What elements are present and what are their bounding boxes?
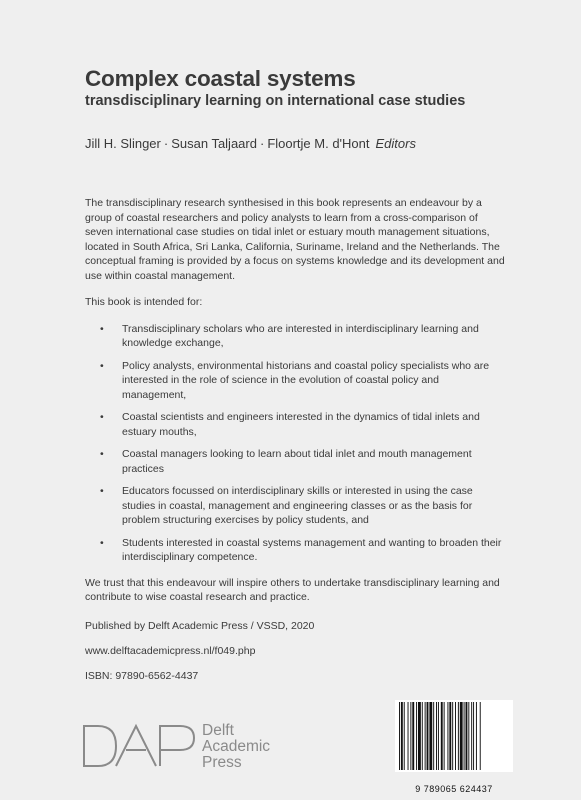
editors-role: Editors (375, 136, 416, 151)
barcode-bar (460, 702, 463, 770)
barcode-bar (422, 702, 423, 770)
editor-name: Floortje M. d'Hont (267, 136, 370, 151)
list-item (85, 484, 505, 528)
logo-line: Press (202, 754, 242, 771)
blurb-intro: The transdisciplinary research synthesised in this book represents an endeavour by a group of coastal researchers and policy analysts to learn from a cross-comparison of seven international case studies on tidal inlet or estuary mouth management situations, located in South Africa, Sri Lanka, California, Suriname, Ireland and the Netherlands. The conceptual framing is provided by a focus on systems knowledge and its development and use within coastal management. (85, 197, 505, 282)
logo-wordmark (202, 723, 270, 771)
barcode-digits: 9 789065 624437 (415, 784, 493, 794)
list-item (85, 359, 505, 403)
editors-line (85, 136, 416, 151)
list-item-text: Coastal scientists and engineers interested in the dynamics of tidal inlets and estuary mouths, (122, 411, 480, 438)
list-item-text: Policy analysts, environmental historians and coastal policy specialists who are interested in the role of science in the evolution of coastal policy and management, (122, 359, 490, 401)
barcode-bar (427, 702, 429, 770)
barcode-bar (404, 702, 405, 770)
audience-list (85, 322, 505, 565)
barcode (395, 700, 513, 772)
bullet: • (100, 485, 104, 497)
barcode-bar (399, 702, 400, 770)
barcode-bar (425, 702, 426, 770)
barcode-bar (452, 702, 453, 770)
bullet: • (100, 359, 104, 372)
barcode-bar (410, 702, 411, 770)
list-item (85, 536, 505, 565)
barcode-bar (455, 702, 456, 770)
list-item-text: Students interested in coastal systems management and wanting to broaden their interdisciplinary competence. (122, 536, 502, 563)
bullet: • (100, 448, 104, 460)
barcode-bar (471, 702, 472, 770)
barcode-bar (480, 702, 481, 770)
barcode-bar (438, 702, 439, 770)
bullet: • (100, 536, 104, 549)
barcode-bar (468, 702, 469, 770)
book-title: Complex coastal systems (85, 66, 356, 91)
barcode-bar (418, 702, 421, 770)
list-item (85, 322, 505, 351)
list-item (85, 447, 505, 476)
barcode-bar (401, 702, 403, 770)
list-item (85, 410, 505, 439)
barcode-bar (444, 702, 445, 770)
barcode-bar (464, 702, 465, 770)
barcode-bar (447, 702, 448, 770)
isbn: ISBN: 97890-6562-4437 (85, 670, 199, 682)
barcode-bar (436, 702, 437, 770)
barcode-bar (412, 702, 414, 770)
barcode-bar (473, 702, 474, 770)
barcode-bar (416, 702, 417, 770)
barcode-bar (441, 702, 443, 770)
blurb-closing: We trust that this endeavour will inspire others to undertake transdisciplinary learning and contribute to wise coastal research and practice. (85, 576, 500, 603)
barcode-bar (433, 702, 434, 770)
barcode-bar (466, 702, 468, 770)
book-subtitle: transdisciplinary learning on international case studies (85, 93, 466, 109)
publisher-website: www.delftacademicpress.nl/f049.php (85, 645, 256, 657)
bullet: • (100, 322, 104, 335)
barcode-bar (449, 702, 451, 770)
list-item-text: Coastal managers looking to learn about tidal inlet and mouth management practices (122, 448, 472, 475)
bullet: • (100, 411, 104, 423)
editor-separator: · (259, 136, 265, 151)
barcode-bar (408, 702, 409, 770)
editor-separator: · (163, 136, 169, 151)
publisher-line: Published by Delft Academic Press / VSSD, 2020 (85, 620, 315, 632)
blurb (85, 196, 505, 605)
barcode-bar (476, 702, 477, 770)
editor-name: Jill H. Slinger (85, 136, 161, 151)
barcode-bar (458, 702, 459, 770)
editor-name: Susan Taljaard (171, 136, 257, 151)
logo-line: Delft (202, 722, 234, 739)
list-item-text: Transdisciplinary scholars who are interested in interdisciplinary learning and knowledge exchange, (122, 322, 479, 349)
list-item-text: Educators focussed on interdisciplinary skills or interested in using the case studies in coastal, management and engineering classes or as the basis for problem structuring exercises by policy students, and (122, 485, 473, 526)
intended-for-heading: This book is intended for: (85, 296, 203, 308)
barcode-bar (429, 702, 432, 770)
logo-line: Academic (202, 738, 271, 755)
